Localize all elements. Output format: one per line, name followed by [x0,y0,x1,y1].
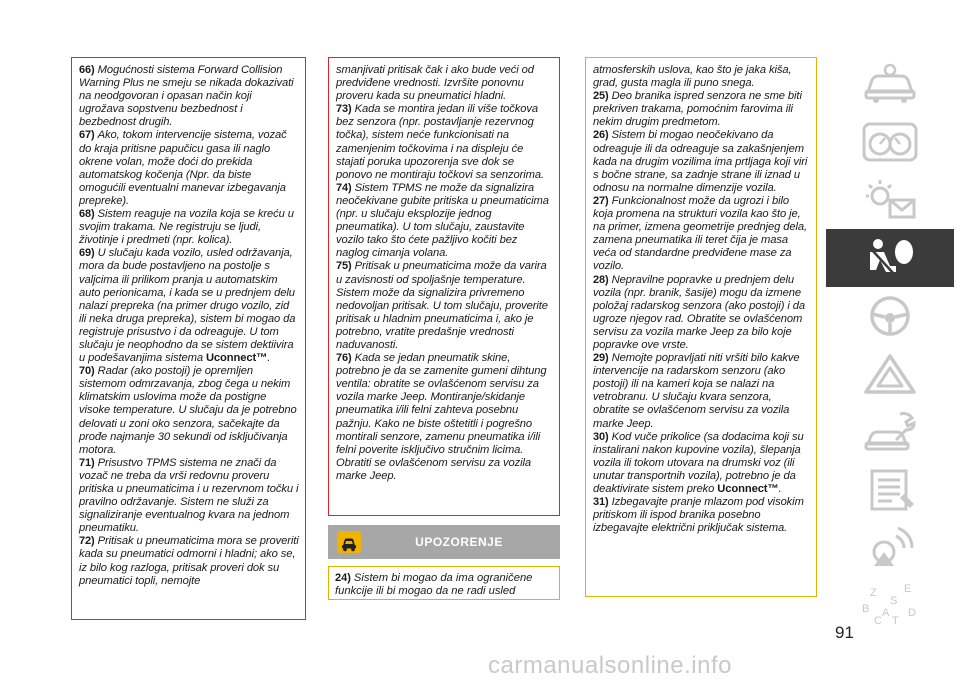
note-text: Sistem reaguje na vozila koja se kreću u svojim trakama. Ne registruju se ljudi, životinje i predmeti (npr. kolica). [79,208,294,247]
note-text: Radar (ako postoji) je opremljen sistemom odmrzavanja, zbog čega u nekim klimatskim uslovima može da postigne visoke temperature. U slučaju da je potrebno delovati u zoni oko senzora, sačekajte da prođe najmanje 30 sekundi od isključivanja motora. [79,365,297,456]
note-number: 31) [593,496,609,509]
note-text: smanjivati pritisak čak i ako bude veći od predviđene vrednosti. Izvršite ponovnu proveru kada su pneumatici hladni. [336,64,534,103]
note-number: 25) [593,90,609,103]
note-item [593,90,810,129]
note-item [336,182,553,261]
note-item [593,195,810,274]
dashboard-icon [860,120,920,164]
note-punctuation: . [267,352,271,365]
note-number: 73) [336,103,352,116]
index-letter: E [904,583,912,595]
sidebar-item-driving[interactable] [826,287,954,345]
note-number: 67) [79,129,95,142]
note-number: 29) [593,352,609,365]
sidebar-item-safety[interactable] [826,229,954,287]
index-letter: Z [870,587,877,599]
note-number: 75) [336,260,352,273]
note-number: 76) [336,352,352,365]
note-text: U slučaju kada vozilo, usled održavanja, mora da bude postavljeno na postolje s valjcima ili prilikom pranja u automatskim auto perionicama, i kada se u prednjem delu nalazi prepreka (na primer drugo vozilo, zid ili neka druga prepreka), sistem bi mogao da registruje prisustvo i da odreaguje. U tom slučaju je neophodno da se sistem dektiivira u podešavanjima sistema [79,247,296,365]
note-text: Funkcionalnost može da ugrozi i bilo koja promena na strukturi vozila kao što je, na primer, izmena geometrije prednjeg dela, zamena pneumatika ili teret čija je masa veća od standardne predviđene mase za vozilo. [593,194,807,273]
note-item [79,457,299,536]
note-item [336,352,553,483]
note-text: Kada se jedan pneumatik skine, potrebno je da se zamenite gumeni dihtung ventila: obratite se ovlašćenom servisu za vozila marke Jeep. Montiranje/skidanje pneumatika i/ili felni zahteva posebnu pažnju. Kako ne biste oštetitli i pogrešno montirali senzore, zamenu pneumatika i/ili felni poverite isključivo stručnim licima. Obratiti se ovlašćenom servisu za vozila marke Jeep. [336,352,547,482]
note-text: Sistem bi mogao neočekivano da odreaguje ili da odreaguje sa zakašnjenjem kada na drugim vozilima ima prtljaga koji viri s bočne strane, sa zadnje strane ili iznad u odnosu na normalne dimenzije vozila. [593,129,808,194]
warning-title: UPOZORENJE [415,535,503,549]
wrench-car-icon [860,410,920,454]
note-item [79,365,299,457]
notes-column-right [585,57,817,597]
note-number: 66) [79,64,95,76]
notes-column-left [71,57,306,620]
warning-header [328,525,560,559]
note-number: 26) [593,129,609,142]
sidebar-item-dashboard[interactable] [826,113,954,171]
note-text: atmosferskih uslova, kao što je jaka kiša, grad, gusta magla ili puno snega. [593,64,792,90]
note-item [79,64,299,129]
note-item [593,496,810,535]
specs-list-icon [860,468,920,512]
page-number: 91 [835,623,854,642]
note-item [593,64,810,90]
note-text: Sistem bi mogao da ima ograničene funkcije ili bi mogao da ne radi usled [335,572,533,598]
watermark: carmanualsonline.info [488,652,732,679]
note-item [593,129,810,194]
note-number: 71) [79,456,95,469]
index-letter: D [908,607,916,619]
note-text: Prisustvo TPMS sistema ne znači da vozač ne treba da vrši redovnu proveru pritiska u pneumaticima i u rezervnom točku i pravilno održavanje. Sistem ne služi za signaliziranje eventualnog kvara na jednom pneumatiku. [79,456,299,535]
note-number: 30) [593,430,609,443]
notes-column-middle [328,57,560,516]
note-item [593,274,810,353]
index-letter: B [862,603,870,615]
note-item [79,129,299,208]
index-letters-icon [860,582,920,626]
note-text: Nepravilne popravke u prednjem delu vozila (npr. branik, šasije) mogu da izmene položaj radarskog senzora (ako postoji) i da ugroze njegov rad. Obratite se ovlašćenom servisu za vozila marke Jeep za bilo koje popravke ove vrste. [593,273,806,351]
sidebar-item-maintenance[interactable] [826,403,954,461]
sidebar-item-lights-climate[interactable] [826,171,954,229]
note-item [336,260,553,352]
note-number: 24) [335,572,351,584]
note-item [79,247,299,365]
note-item [593,431,810,496]
brand-name: Uconnect™ [717,483,779,495]
note-number: 69) [79,247,95,260]
note-item [79,208,299,247]
index-letter: A [882,607,890,619]
warning-note [328,566,560,600]
steering-wheel-icon [860,294,920,338]
note-text: Kod vuče prikolice (sa dodacima koji su instalirani nakon kupovine vozila), šlepanja vozila ili tokom utovara na drumski voz (ili unutar transportnih vozila), potrebno je da deaktivirate sistem preko [593,430,804,495]
note-text: Nemojte popravljati niti vršiti bilo kakve intervencije na radarskom senzoru (ako postoji) ili na kameri koja se nalazi na vetrobranu. U slučaju kvara senzora, obratite se ovlašćenom servisu za vozila marke Jeep. [593,352,800,430]
note-text: Kada se montira jedan ili više točkova bez senzora (npr. postavljanje rezervnog točka), sistem neće funkcionisati na zamenjenim točkovima i na displeju će stajati poruka upozorenja sve dok se ponovo ne montiraju točkovi sa senzorima. [336,103,544,181]
note-text: Izbegavajte pranje mlazom pod visokim pritiskom ili ispod branika posebno izbegavajte električni priključak sistema. [593,496,804,535]
chapter-sidebar [826,55,954,626]
note-number: 68) [79,208,95,221]
sidebar-item-specifications[interactable] [826,461,954,519]
note-item [593,352,810,431]
sidebar-item-multimedia[interactable] [826,519,954,577]
note-text: Mogućnosti sistema Forward Collision Warning Plus ne smeju se nikada dokazivati na neodgovoran i opasan način koji ugrožava sopstvenu bezbednost i bezbednost drugih. [79,64,294,129]
sidebar-item-emergency[interactable] [826,345,954,403]
safety-airbag-icon [860,236,920,280]
note-text: Sistem TPMS ne može da signalizira neočekivane gubite pritiska u pneumaticima (npr. u slučaju eksplozije jednog pneumatika). U tom slučaju, zaustavite vozilo tako što ćete pažljivo kočiti bez naglog cimanja volana. [336,181,549,260]
note-item [336,103,553,182]
note-text: Pritisak u pneumaticima može da varira u zavisnosti od spoljašnje temperature. Sistem može da signalizira privremeno nedovoljan pritisak. U tom slučaju, proverite pritisak u hladnim pneumaticima i, ako je potrebno, vratite predašnje vrednosti naduvanosti. [336,260,548,351]
index-letter: C [874,615,882,626]
index-letter: T [892,615,899,626]
note-text: Deo branika ispred senzora ne sme biti prekriven trakama, pomoćnim farovima ili nekim drugim predmetom. [593,90,802,129]
lights-climate-icon [860,178,920,222]
note-item [79,535,299,587]
note-number: 28) [593,273,609,286]
index-letter: S [890,595,898,607]
note-number: 74) [336,181,352,194]
note-number: 27) [593,194,609,207]
note-item [336,64,553,103]
note-number: 70) [79,365,95,378]
sidebar-item-car-info[interactable] [826,55,954,113]
note-number: 72) [79,535,95,548]
warning-triangle-icon [860,352,920,396]
brand-name: Uconnect™ [205,352,268,365]
note-text: Ako, tokom intervencije sistema, vozač do kraja pritisne papučicu gasa ili naglo okrene volan, može doći do prekida automatskog kočenja (Npr. da biste omogućili eventualni manevar izbegavanja prepreke). [79,129,287,207]
note-text: Pritisak u pneumaticima mora se proveriti kada su pneumatici odmorni i hladni; ako se, iz bilo kog razloga, pritisak proveri dok su pneumatici topli, nemojte [79,535,299,587]
car-info-icon [860,62,920,106]
multimedia-icon [860,526,920,570]
note-punctuation: . [778,483,782,495]
